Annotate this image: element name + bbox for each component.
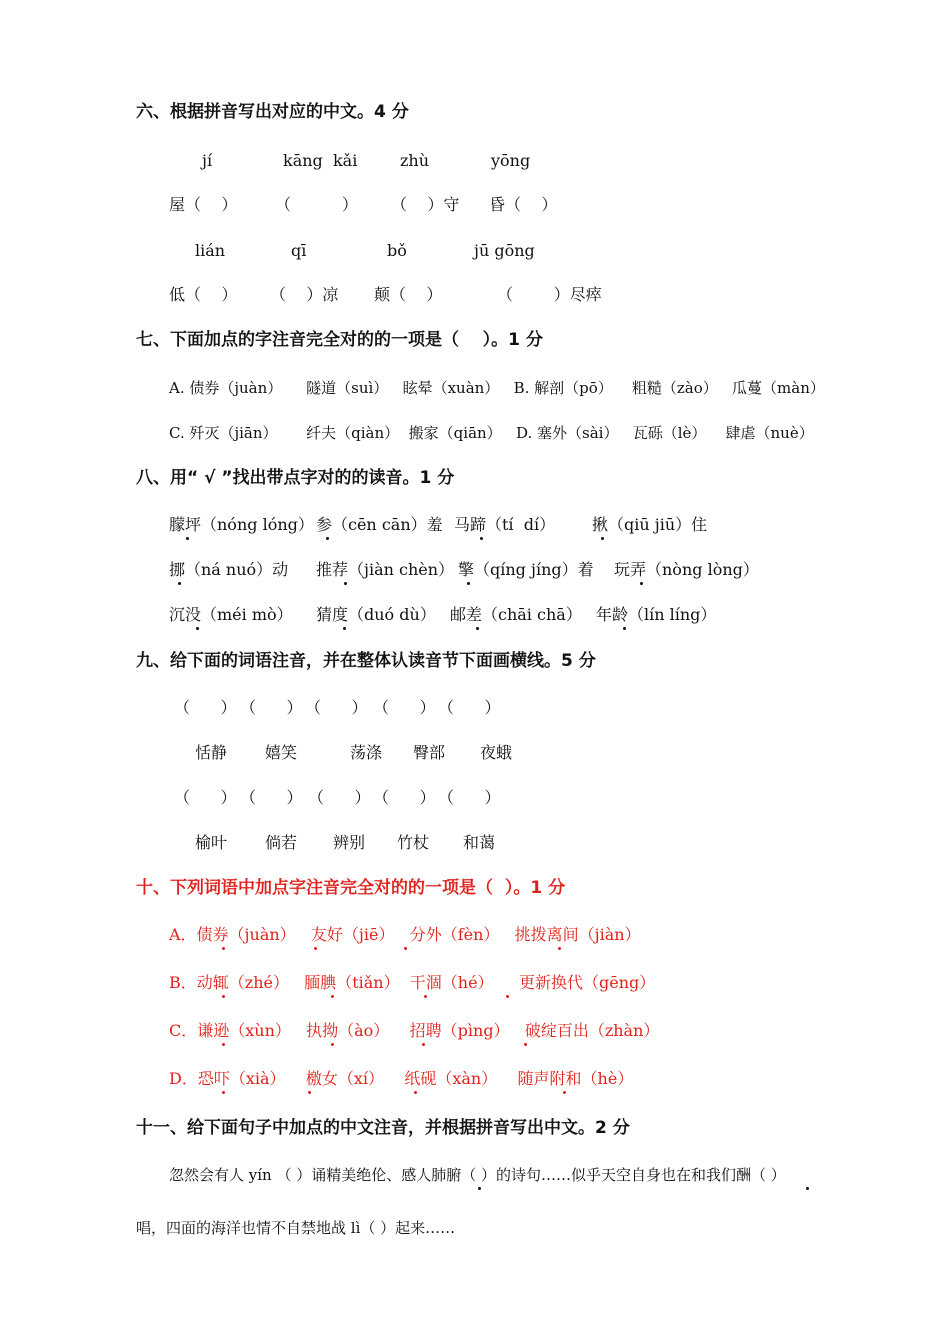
q8-item: 揪（qiū jiū）住 (592, 515, 708, 534)
emphasis-dot (524, 1043, 527, 1046)
q6-pinyin-4: yōng (491, 151, 531, 170)
q8-item: 挪（ná nuó）动 (169, 560, 289, 579)
emphasis-dot (222, 1043, 225, 1046)
q9-word: 竹杖 (397, 833, 430, 852)
q9-word: 辨别 (333, 833, 366, 852)
q8-item: 沉没（méi mò） (169, 605, 293, 624)
q9-word: 夜蛾 (480, 743, 513, 762)
q9-blank: （ ） (373, 788, 436, 807)
q7-line-1: A. 债券（juàn） 隧道（suì） 眩晕（xuàn） B. 解剖（pō） 粗糙（zào） 瓜蔓（màn） (169, 379, 825, 397)
q11-line-1: 忽然会有人 yín （ ）诵精美绝伦、感人肺腑（ ）的诗句……似乎天空自身也在和我们酬（ ） (169, 1166, 786, 1184)
emphasis-dot (506, 995, 509, 998)
q7-line-2: C. 歼灭（jiān） 纤夫（qiàn） 搬家（qiān） D. 塞外（sài） 瓦砾（lè） 肆虐（nuè） (169, 424, 814, 442)
emphasis-dot (222, 995, 225, 998)
q6-pinyin-3: zhù (400, 151, 430, 170)
emphasis-dot (331, 1043, 334, 1046)
q8-item: 马蹄（tí dí） (454, 515, 556, 534)
emphasis-dot (558, 947, 561, 950)
emphasis-dot (331, 995, 334, 998)
emphasis-dot (422, 1043, 425, 1046)
q8-heading: 八、用“ √ ”找出带点字对的的读音。1 分 (136, 468, 455, 488)
q6-word-3: （ ）守 (391, 195, 460, 214)
emphasis-dot (196, 627, 199, 630)
q11-line-2: 唱，四面的海洋也情不自禁地战 lì（ ）起来…… (136, 1219, 456, 1237)
emphasis-dot (640, 582, 643, 585)
q7-heading: 七、下面加点的字注音完全对的的一项是（ ）。1 分 (136, 330, 543, 350)
q10-option-a: A．债券（juàn） 友好（jiē） 分外（fèn） 挑拨离间（jiàn） (169, 925, 641, 944)
emphasis-dot (222, 1091, 225, 1094)
q6-word-1: 屋（ ） (169, 195, 238, 214)
emphasis-dot (326, 537, 329, 540)
q11-heading: 十一、给下面句子中加点的中文注音，并根据拼音写出中文。2 分 (136, 1118, 630, 1138)
emphasis-dot (476, 627, 479, 630)
emphasis-dot (186, 537, 189, 540)
q9-blank: （ ） (305, 698, 368, 717)
emphasis-dot (344, 582, 347, 585)
q6-pinyin-5: lián (195, 241, 226, 260)
emphasis-dot (623, 627, 626, 630)
q6-pinyin-7: bǒ (387, 241, 407, 260)
emphasis-dot (222, 947, 225, 950)
emphasis-dot (343, 627, 346, 630)
q9-word: 臀部 (413, 743, 446, 762)
q6-word-4: 昏（ ） (489, 195, 558, 214)
emphasis-dot (314, 947, 317, 950)
q9-blank: （ ） (438, 788, 501, 807)
q6-heading: 六、根据拼音写出对应的中文。4 分 (136, 102, 409, 122)
q9-blank: （ ） (373, 698, 436, 717)
q10-option-d: D．恐吓（xià） 檄女（xí） 纸砚（xàn） 随声附和（hè） (169, 1069, 634, 1088)
q9-heading: 九、给下面的词语注音，并在整体认读音节下面画横线。5 分 (136, 651, 596, 671)
emphasis-dot (467, 582, 470, 585)
q10-option-c: C．谦逊（xùn） 执拗（ào） 招聘（pìng） 破绽百出（zhàn） (169, 1021, 660, 1040)
q6-word-6: （ ）凉 (270, 285, 339, 304)
emphasis-dot (478, 1187, 481, 1190)
emphasis-dot (806, 1187, 809, 1190)
q9-blank: （ ） (308, 788, 371, 807)
q6-word-7: 颠（ ） (374, 285, 443, 304)
q9-word: 嬉笑 (265, 743, 298, 762)
q6-pinyin-1: jí (202, 151, 213, 170)
emphasis-dot (404, 947, 407, 950)
q9-word: 荡涤 (350, 743, 383, 762)
q9-blank: （ ） (174, 788, 237, 807)
emphasis-dot (480, 537, 483, 540)
q8-item: 邮差（chāi chā） (450, 605, 582, 624)
q9-word: 倘若 (265, 833, 298, 852)
q8-item: 年龄（lín líng） (596, 605, 717, 624)
emphasis-dot (308, 1091, 311, 1094)
emphasis-dot (178, 582, 181, 585)
emphasis-dot (563, 1091, 566, 1094)
q9-word: 榆叶 (195, 833, 228, 852)
q8-item: 玩弄（nòng lòng） (614, 560, 759, 579)
q10-heading: 十、下列词语中加点字注音完全对的的一项是（ ）。1 分 (136, 878, 566, 898)
q6-word-2: （ ） (275, 195, 358, 214)
emphasis-dot (601, 537, 604, 540)
q10-option-b: B．动辄（zhé） 腼腆（tiǎn） 干涸（hé） 更新换代（gēng） (169, 973, 656, 992)
q8-item: 猜度（duó dù） (316, 605, 436, 624)
q6-word-5: 低（ ） (169, 285, 238, 304)
q9-blank: （ ） (240, 698, 303, 717)
q9-blank: （ ） (174, 698, 237, 717)
q9-blank: （ ） (438, 698, 501, 717)
emphasis-dot (424, 995, 427, 998)
q6-pinyin-6: qī (291, 241, 307, 260)
q8-item: 推荐（jiàn chèn） (316, 560, 455, 579)
q9-word: 和蔼 (463, 833, 496, 852)
q6-pinyin-8: jū gōng (474, 241, 535, 260)
q9-blank: （ ） (240, 788, 303, 807)
q8-item: 朦坪（nóng lóng） (169, 515, 314, 534)
q6-pinyin-2: kāng kǎi (283, 151, 358, 170)
q9-word: 恬静 (195, 743, 228, 762)
q8-item: 参（cēn cān）羞 (316, 515, 443, 534)
emphasis-dot (414, 1091, 417, 1094)
q6-word-8: （ ）尽瘁 (497, 285, 602, 304)
q8-item: 擎（qíng jíng）着 (458, 560, 594, 579)
